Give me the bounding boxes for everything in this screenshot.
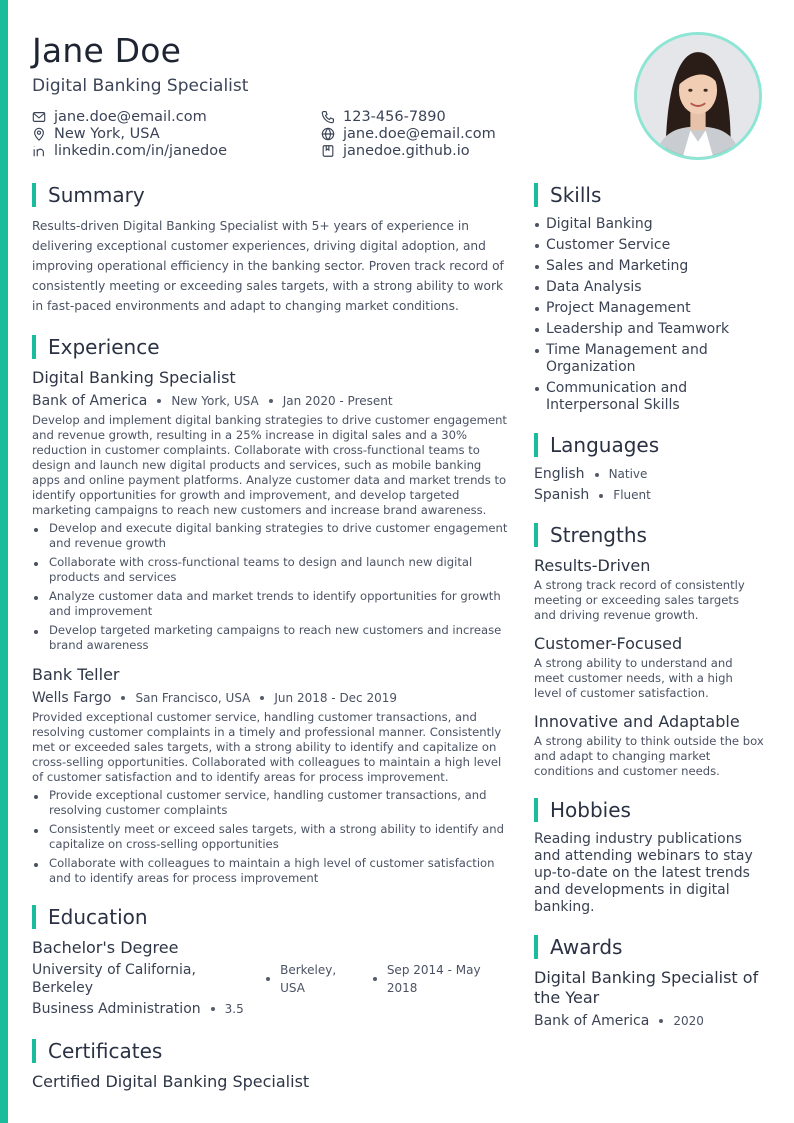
skills-list (534, 216, 764, 414)
section-heading (32, 334, 512, 360)
heading-accent (534, 183, 538, 207)
contact-location-text: New York, USA (54, 125, 160, 142)
award-year: 2020 (673, 1014, 704, 1028)
heading-accent (32, 183, 36, 207)
awards-section (534, 934, 764, 1030)
skill-item: Data Analysis (534, 279, 764, 296)
language-level: Fluent (613, 488, 651, 502)
contact-github-text: janedoe.github.io (343, 142, 470, 159)
profile-photo (634, 32, 762, 160)
summary-text: Results-driven Digital Banking Specialist with 5+ years of experience in delivering exceptional customer experiences, driving digital adoption, and improving operational efficiency in the banking sector. Proven track record of consistently meeting or exceeding sales targets, with a strong ability to work in fast-paced environments and adapt to changing market conditions. (32, 219, 504, 313)
list-item: Provide exceptional customer service, handling customer transactions, and resolving customer complaints (32, 788, 512, 818)
contact-email[interactable] (32, 108, 207, 125)
job-role: Bank Teller (32, 665, 120, 684)
contact-website[interactable] (321, 125, 496, 142)
hobbies-section (534, 797, 764, 916)
heading-accent (534, 935, 538, 959)
language-name: English (534, 466, 585, 482)
award-meta (534, 1012, 764, 1030)
award-org: Bank of America (534, 1013, 650, 1029)
summary-section (32, 182, 512, 316)
skill-item: Leadership and Teamwork (534, 321, 764, 338)
job-meta (32, 689, 512, 707)
list-item: Analyze customer data and market trends to identify opportunities for growth and improvement (32, 589, 512, 619)
certificate-item: Certified Digital Banking Specialist (32, 1072, 310, 1091)
accent-bar (0, 0, 8, 1123)
heading-accent (534, 523, 538, 547)
edu-gpa: 3.5 (224, 1002, 244, 1016)
list-item: Consistently meet or exceed sales targets, with a strong ability to identify and capitalize on cross-selling opportunities (32, 822, 512, 852)
job-entry (32, 665, 512, 886)
strength-description: A strong ability to understand and meet customer needs, with a high level of customer satisfaction. (534, 656, 733, 700)
edu-field-row (32, 1000, 512, 1018)
awards-heading: Awards (550, 935, 623, 959)
edu-field: Business Administration (32, 1001, 201, 1017)
bookmark-icon (321, 144, 335, 158)
heading-accent (32, 905, 36, 929)
heading-accent (32, 1039, 36, 1063)
candidate-name: Jane Doe (32, 31, 182, 70)
summary-heading: Summary (48, 183, 145, 207)
heading-accent (32, 335, 36, 359)
left-column (32, 182, 512, 1092)
skill-item: Communication and Interpersonal Skills (534, 380, 764, 414)
contact-phone-text: 123-456-7890 (343, 108, 446, 125)
contact-location (32, 125, 160, 142)
strength-title: Results-Driven (534, 556, 651, 575)
separator-dot (266, 977, 270, 981)
section-heading (534, 182, 764, 208)
hobbies-heading: Hobbies (550, 798, 631, 822)
language-item (534, 487, 764, 504)
job-bullets (32, 788, 512, 886)
list-item: Collaborate with cross-functional teams to design and launch new digital products and services (32, 555, 512, 585)
strength-item (534, 712, 764, 779)
languages-heading: Languages (550, 433, 660, 457)
skill-item: Sales and Marketing (534, 258, 764, 275)
strengths-section (534, 522, 764, 779)
separator-dot (373, 977, 377, 981)
contact-phone[interactable] (321, 108, 446, 125)
job-description: Develop and implement digital banking strategies to drive customer engagement and revenue growth, resulting in a 25% increase in digital sales and a 30% reduction in customer complaints. Collaborate with cross-functional teams to design and launch new digital products and services, such as mobile banking apps and online payment platforms. Analyze customer data and market trends to identify opportunities for growth and improvement, and develop targeted marketing campaigns to reach new customers and increase brand awareness. (32, 413, 507, 517)
section-heading (534, 797, 764, 823)
skills-heading: Skills (550, 183, 602, 207)
language-item (534, 466, 764, 483)
award-title: Digital Banking Specialist of the Year (534, 968, 759, 1007)
job-bullets (32, 521, 512, 653)
separator-dot (599, 494, 603, 498)
separator-dot (211, 1007, 215, 1011)
strength-description: A strong track record of consistently meeting or exceeding sales targets and driving revenue growth. (534, 578, 745, 622)
heading-accent (534, 798, 538, 822)
list-item: Collaborate with colleagues to maintain a high level of customer satisfaction and to identify areas for process improvement (32, 856, 512, 886)
education-heading: Education (48, 905, 148, 929)
experience-section (32, 334, 512, 886)
separator-dot (269, 399, 273, 403)
job-company: Wells Fargo (32, 690, 112, 706)
edu-degree: Bachelor's Degree (32, 938, 179, 957)
edu-school: University of California, Berkeley (32, 962, 196, 996)
job-company: Bank of America (32, 393, 148, 409)
job-location: New York, USA (171, 394, 259, 408)
separator-dot (121, 696, 125, 700)
strengths-heading: Strengths (550, 523, 647, 547)
section-heading (32, 1038, 512, 1064)
section-heading (534, 934, 764, 960)
contact-email-text: jane.doe@email.com (54, 108, 207, 125)
strength-title: Innovative and Adaptable (534, 712, 740, 731)
job-dates: Jan 2020 - Present (282, 394, 393, 408)
experience-heading: Experience (48, 335, 160, 359)
language-name: Spanish (534, 487, 590, 503)
job-description: Provided exceptional customer service, handling customer transactions, and resolving customer complaints in a timely and professional manner. Consistently met or exceeded sales targets, with a strong ability to identify and capitalize on cross-selling opportunities. Collaborated with colleagues to maintain a high level of customer satisfaction and to identify areas for process improvement. (32, 710, 502, 784)
contact-linkedin[interactable] (32, 142, 227, 159)
strength-item (534, 556, 764, 623)
strength-description: A strong ability to think outside the box and adapt to changing market conditions and customer needs. (534, 734, 764, 778)
job-meta (32, 392, 512, 410)
certificates-section (32, 1038, 512, 1092)
mail-icon (32, 110, 46, 124)
skill-item: Time Management and Organization (534, 342, 764, 376)
separator-dot (157, 399, 161, 403)
edu-location: Berkeley, USA (280, 963, 337, 995)
skill-item: Digital Banking (534, 216, 764, 233)
job-dates: Jun 2018 - Dec 2019 (274, 691, 398, 705)
hobbies-text: Reading industry publications and attending webinars to stay up-to-date on the latest trends and developments in digital banking. (534, 831, 753, 915)
profile-photo-illustration (637, 35, 759, 157)
contact-website-text: jane.doe@email.com (343, 125, 496, 142)
section-heading (534, 432, 764, 458)
strength-title: Customer-Focused (534, 634, 683, 653)
separator-dot (260, 696, 264, 700)
job-location: San Francisco, USA (135, 691, 251, 705)
skills-section (534, 182, 764, 414)
job-entry (32, 368, 512, 653)
languages-section (534, 432, 764, 504)
section-heading (534, 522, 764, 548)
edu-meta (32, 961, 512, 997)
globe-icon (321, 127, 335, 141)
phone-icon (321, 110, 335, 124)
job-role: Digital Banking Specialist (32, 368, 236, 387)
separator-dot (659, 1019, 663, 1023)
contact-github[interactable] (321, 142, 470, 159)
list-item: Develop and execute digital banking strategies to drive customer engagement and revenue growth (32, 521, 512, 551)
right-column (534, 182, 764, 1030)
list-item: Develop targeted marketing campaigns to reach new customers and increase brand awareness (32, 623, 512, 653)
education-section (32, 904, 512, 1018)
skill-item: Customer Service (534, 237, 764, 254)
separator-dot (595, 473, 599, 477)
map-pin-icon (32, 127, 46, 141)
language-level: Native (608, 467, 648, 481)
strength-item (534, 634, 764, 701)
candidate-title: Digital Banking Specialist (32, 76, 249, 96)
certificates-heading: Certificates (48, 1039, 163, 1063)
linkedin-icon (32, 144, 46, 158)
section-heading (32, 182, 512, 208)
contact-linkedin-text: linkedin.com/in/janedoe (54, 142, 228, 159)
heading-accent (534, 433, 538, 457)
section-heading (32, 904, 512, 930)
skill-item: Project Management (534, 300, 764, 317)
edu-dates: Sep 2014 - May 2018 (386, 963, 481, 995)
